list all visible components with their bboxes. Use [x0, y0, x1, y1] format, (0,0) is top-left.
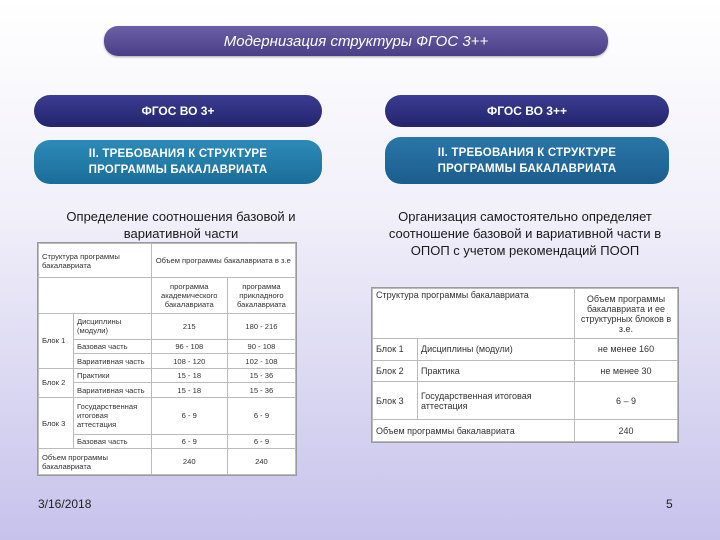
table-cell: 108 - 120	[151, 354, 227, 369]
table-cell: 240	[575, 420, 678, 442]
table-cell: Базовая часть	[74, 339, 152, 354]
table-cell: Вариативная часть	[74, 354, 152, 369]
left-requirement-line2: ПРОГРАММЫ БАКАЛАВРИАТА	[88, 164, 268, 176]
right-requirement-box	[385, 137, 669, 184]
fgos-3plusplus-header: ФГОС ВО 3++	[385, 95, 669, 127]
table-cell: Дисциплины (модули)	[74, 314, 152, 340]
left-structure-table	[37, 242, 297, 476]
table-cell: 6 – 9	[575, 382, 678, 420]
right-requirement-line1: II. ТРЕБОВАНИЯ К СТРУКТУРЕ	[437, 146, 617, 159]
table-header: программа прикладного бакалавриата	[227, 278, 295, 314]
table-cell: 6 - 9	[227, 398, 295, 435]
table-cell: 240	[151, 449, 227, 475]
table-cell: 90 - 108	[227, 339, 295, 354]
right-requirement-line2: ПРОГРАММЫ БАКАЛАВРИАТА	[437, 162, 617, 175]
table-cell: 6 - 9	[151, 398, 227, 435]
table-cell: Объем программы бакалавриата	[39, 449, 152, 475]
table-row	[39, 339, 296, 354]
table-cell: Государственная итоговая аттестация	[418, 382, 575, 420]
table-header: программа академического бакалавриата	[151, 278, 227, 314]
table-cell: Базовая часть	[74, 434, 152, 449]
table-header: Структура программы бакалавриата	[39, 244, 152, 278]
table-cell: 15 - 18	[151, 368, 227, 383]
table-row	[39, 314, 296, 340]
table-cell: 180 - 216	[227, 314, 295, 340]
table-row	[373, 360, 678, 382]
table-row	[39, 368, 296, 383]
table-cell: Блок 1	[373, 339, 418, 361]
table-cell: Вариативная часть	[74, 383, 152, 398]
table-row	[39, 449, 296, 475]
table-cell	[39, 278, 152, 314]
left-requirement-line1: II. ТРЕБОВАНИЯ К СТРУКТУРЕ	[88, 148, 268, 160]
table-row	[373, 420, 678, 442]
table-cell: Государственная итоговая аттестация	[74, 398, 152, 435]
left-requirement-box	[34, 140, 322, 184]
table-row	[39, 398, 296, 435]
left-description: Определение соотношения базовой и вариативной части	[66, 209, 296, 241]
table-header: Структура программы бакалавриата	[373, 289, 575, 339]
table-cell: Блок 2	[373, 360, 418, 382]
table-cell: 96 - 108	[151, 339, 227, 354]
table-header: Объем программы бакалавриата в з.е	[151, 244, 295, 278]
table-cell: Дисциплины (модули)	[418, 339, 575, 361]
table-cell: Практика	[418, 360, 575, 382]
table-cell: Объем программы бакалавриата	[373, 420, 575, 442]
table-row	[39, 354, 296, 369]
right-description: Организация самостоятельно определяет соотношение базовой и вариативной части в ОПОП с учетом рекомендаций ПООП	[388, 209, 662, 258]
table-cell: 102 - 108	[227, 354, 295, 369]
table-cell: не менее 30	[575, 360, 678, 382]
table-row	[373, 339, 678, 361]
table-cell: Блок 3	[373, 382, 418, 420]
table-cell: 240	[227, 449, 295, 475]
table-row	[373, 382, 678, 420]
table-cell: не менее 160	[575, 339, 678, 361]
table-cell: Блок 1	[39, 314, 74, 369]
slide-date: 3/16/2018	[38, 497, 92, 511]
table-cell: 15 - 36	[227, 383, 295, 398]
table-cell: 215	[151, 314, 227, 340]
table-cell: Блок 3	[39, 398, 74, 449]
table-cell: Практики	[74, 368, 152, 383]
table-header: Объем программы бакалавриата и ее структурных блоков в з.е.	[575, 289, 678, 339]
table-cell: 6 - 9	[151, 434, 227, 449]
table-row	[39, 434, 296, 449]
right-structure-table	[371, 287, 679, 443]
table-cell: 15 - 18	[151, 383, 227, 398]
fgos-3plus-header: ФГОС ВО 3+	[34, 95, 322, 127]
table-cell: 6 - 9	[227, 434, 295, 449]
table-row	[39, 383, 296, 398]
table-cell: Блок 2	[39, 368, 74, 397]
page-number: 5	[666, 497, 673, 511]
slide-title: Модернизация структуры ФГОС 3++	[104, 26, 608, 56]
table-cell: 15 - 36	[227, 368, 295, 383]
